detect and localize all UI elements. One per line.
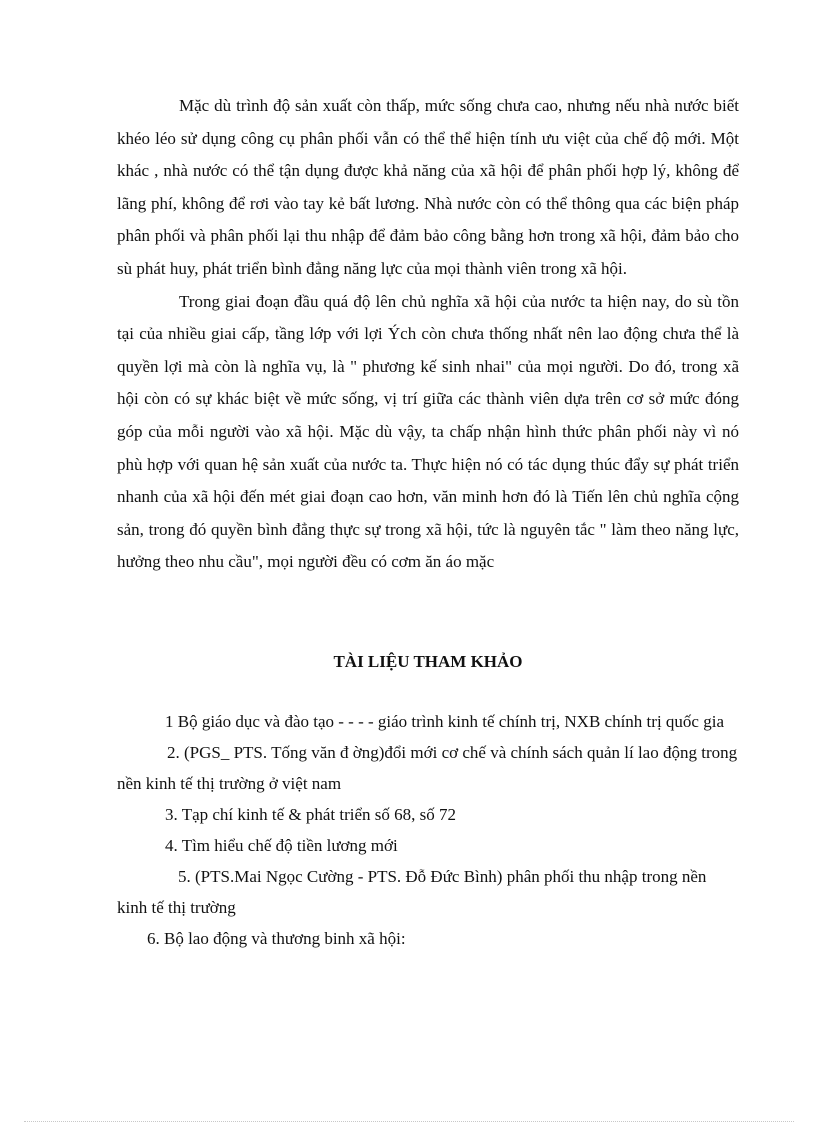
references-list (117, 706, 739, 954)
reference-item: 2. (PGS_ PTS. Tống văn đ ờng)đổi mới cơ chế và chính sách quản lí lao động trong nền kinh tế thị trường ở việt nam (117, 743, 738, 793)
page-bottom-divider (24, 1121, 794, 1122)
reference-item: 5. (PTS.Mai Ngọc Cường - PTS. Đỗ Đức Bình) phân phối thu nhập trong nền kinh tế thị trường (117, 867, 707, 917)
reference-item: 3. Tạp chí kinh tế & phát triển số 68, số 72 (165, 805, 457, 824)
paragraph: Mặc dù trình độ sản xuất còn thấp, mức sống chưa cao, nhưng nếu nhà nước biết khéo léo sử dụng công cụ phân phối vẫn có thể thể hiện tính ưu việt của chế độ mới. Một khác , nhà nước có thể tận dụng được khả năng của xã hội để phân phối hợp lý, không để lãng phí, không để rơi vào tay kẻ bất lương. Nhà nước còn có thể thông qua các biện pháp phân phối và phân phối lại thu nhập để đảm bảo công bằng hơn trong xã hội, đảm bảo cho sù phát huy, phát triển bình đẳng năng lực của mọi thành viên trong xã hội. (117, 96, 739, 278)
reference-item: 1 Bộ giáo dục và đào tạo - - - - giáo trình kinh tế chính trị, NXB chính trị quốc gia (165, 712, 724, 731)
paragraph: Trong giai đoạn đầu quá độ lên chủ nghĩa xã hội của nước ta hiện nay, do sù tồn tại của nhiều giai cấp, tầng lớp với lợi Ých còn chưa thống nhất nên lao động chưa thể là quyền lợi mà còn là nghĩa vụ, là " phương kế sinh nhai" của mọi người. Do đó, trong xã hội còn có sự khác biệt về mức sống, vị trí giữa các thành viên dựa trên cơ sở mức đóng góp của mỗi người vào xã hội. Mặc dù vậy, ta chấp nhận hình thức phân phối này vì nó phù hợp với quan hệ sản xuất của nước ta. Thực hiện nó có tác dụng thúc đẩy sự phát triển nhanh của xã hội đến mét giai đoạn cao hơn, văn minh hơn đó là Tiến lên chủ nghĩa cộng sản, trong đó quyền bình đẳng thực sự trong xã hội, tức là nguyên tắc " làm theo năng lực, hưởng theo nhu cầu", mọi người đều có cơm ăn áo mặc (117, 291, 739, 572)
reference-item: 6. Bộ lao động và thương binh xã hội: (147, 929, 406, 948)
body-text (117, 90, 739, 579)
reference-item: 4. Tìm hiểu chế độ tiền lương mới (165, 836, 398, 855)
references-heading: TÀI LIỆU THAM KHẢO (333, 652, 523, 671)
